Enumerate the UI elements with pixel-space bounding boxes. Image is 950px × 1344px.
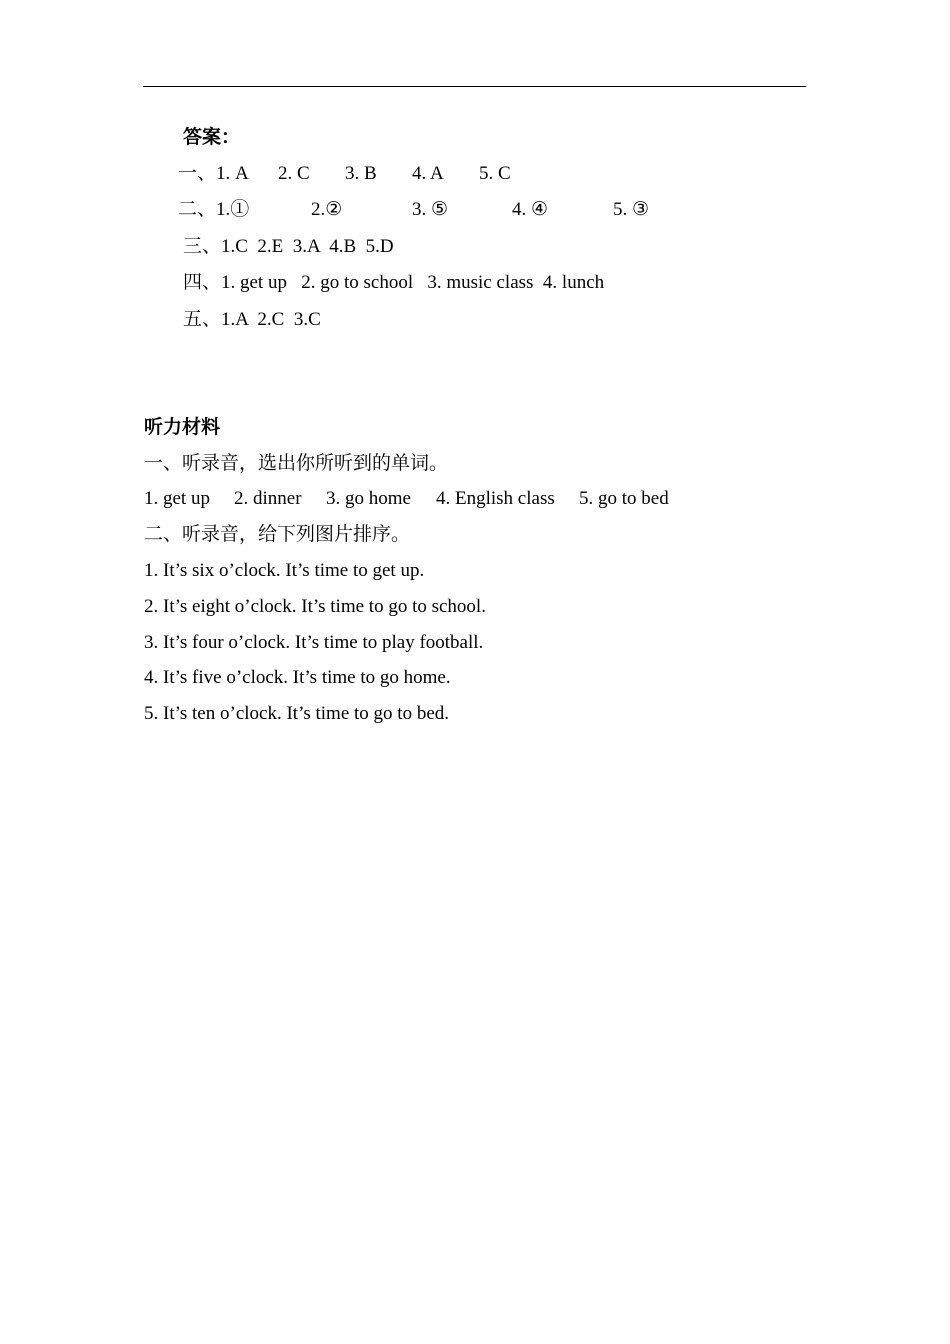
header-rule — [143, 86, 806, 87]
answers-section-3: 三、1.C 2.E 3.A 4.B 5.D — [183, 236, 394, 257]
answer-item: 2. C — [278, 163, 310, 184]
word-item: 5. go to bed — [579, 488, 669, 509]
answer-item: 一、1. A — [178, 163, 249, 184]
answers-heading: 答案： — [183, 127, 241, 148]
sentence-item: 1. It’s six o’clock. It’s time to get up. — [144, 560, 425, 581]
answer-item: 2.② — [311, 199, 343, 220]
listening-part2-title: 二、听录音，给下列图片排序。 — [144, 524, 411, 545]
answer-item: 5. ③ — [613, 199, 650, 220]
sentence-item: 3. It’s four o’clock. It’s time to play football. — [144, 632, 484, 653]
answer-item: 二、1.① — [178, 199, 250, 220]
answers-section-5: 五、1.A 2.C 3.C — [183, 309, 321, 330]
answer-item: 4. ④ — [512, 199, 549, 220]
answers-section-4: 四、1. get up 2. go to school 3. music class 4. lunch — [183, 272, 605, 293]
word-item: 3. go home — [326, 488, 411, 509]
word-item: 4. English class — [436, 488, 555, 509]
answer-item: 4. A — [412, 163, 444, 184]
sentence-item: 5. It’s ten o’clock. It’s time to go to bed. — [144, 703, 450, 724]
word-item: 1. get up — [144, 488, 210, 509]
word-item: 2. dinner — [234, 488, 302, 509]
answer-item: 5. C — [479, 163, 511, 184]
listening-part1-title: 一、听录音，选出你所听到的单词。 — [144, 453, 449, 474]
sentence-item: 2. It’s eight o’clock. It’s time to go to school. — [144, 596, 486, 617]
sentence-item: 4. It’s five o’clock. It’s time to go home. — [144, 667, 451, 688]
listening-heading: 听力材料 — [144, 417, 221, 438]
answer-item: 3. ⑤ — [412, 199, 449, 220]
answer-item: 3. B — [345, 163, 377, 184]
